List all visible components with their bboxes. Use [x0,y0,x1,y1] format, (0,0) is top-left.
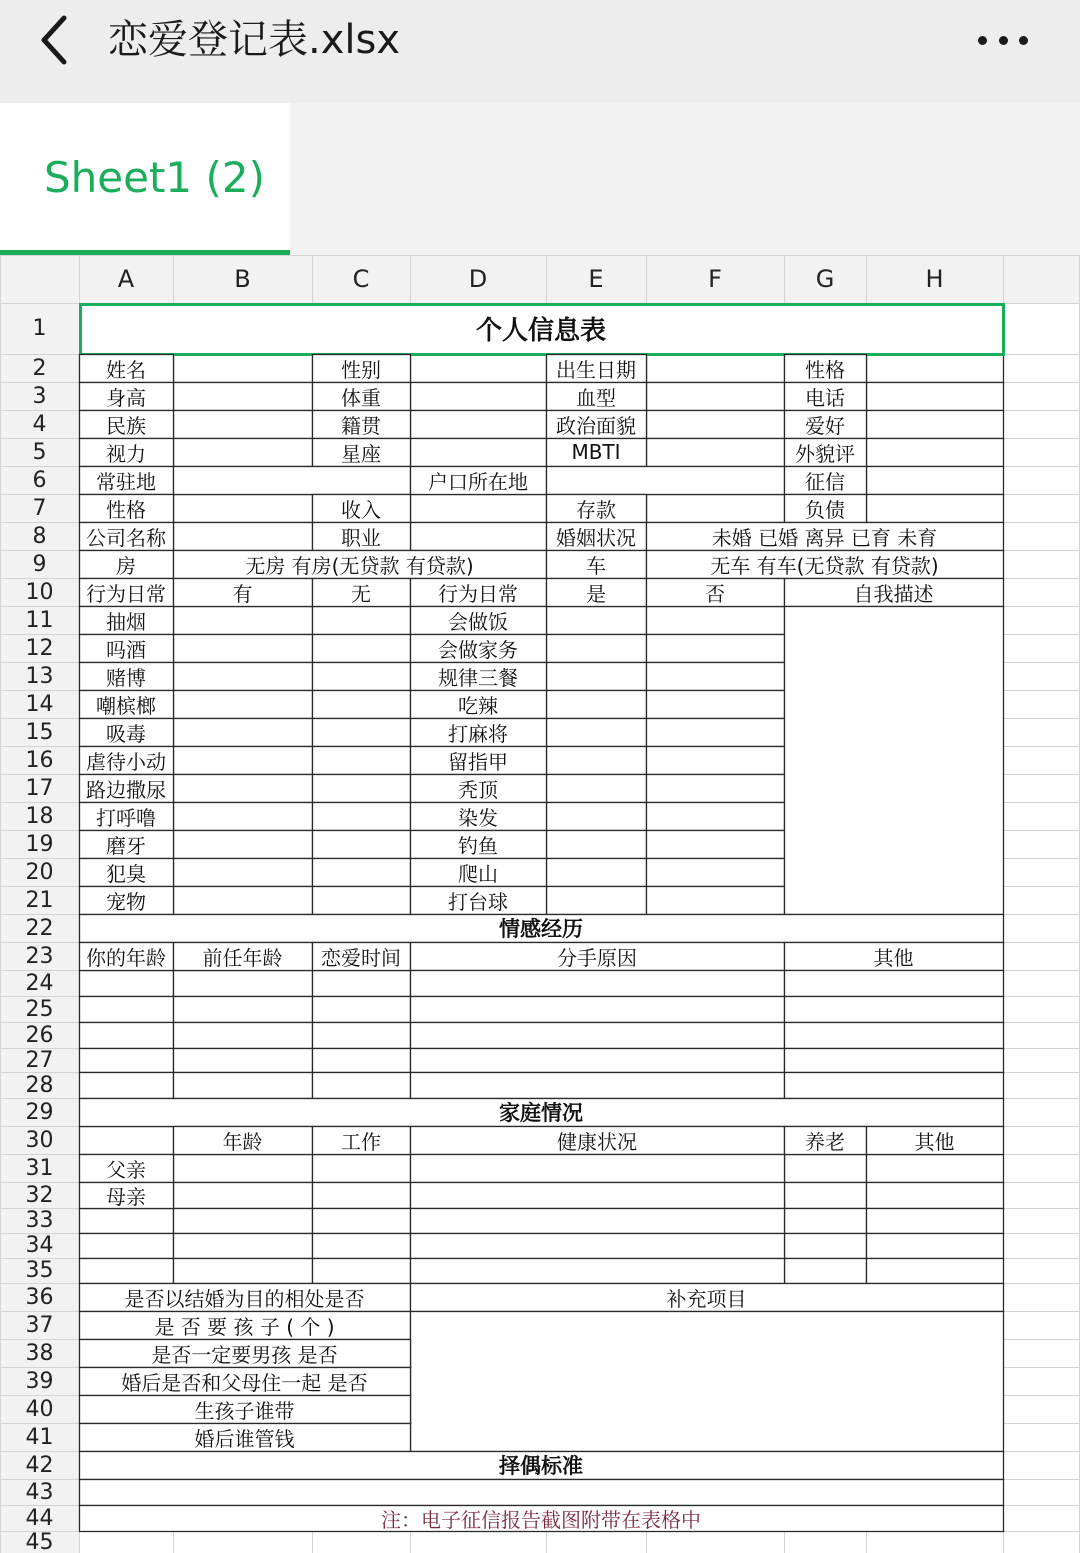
row-header[interactable]: 30 [25,1127,54,1153]
table-cell[interactable]: 常驻地 [96,469,156,494]
table-cell[interactable]: 打呼噜 [96,805,156,830]
table-cell[interactable]: 秃顶 [458,777,498,802]
row-header[interactable]: 2 [32,355,47,381]
row-header[interactable]: 36 [25,1284,54,1310]
row-header[interactable]: 13 [25,663,54,689]
table-cell[interactable]: 行为日常 [438,581,518,606]
row-header[interactable]: 35 [25,1258,54,1283]
table-cell[interactable]: 婚姻状况 [556,525,636,550]
column-header-f[interactable]: F [708,265,722,293]
app-header [0,0,1080,103]
row-header[interactable]: 5 [32,439,47,465]
table-cell[interactable]: 补充项目 [666,1286,747,1311]
table-cell[interactable]: 钓鱼 [458,833,498,858]
row-header[interactable]: 20 [25,859,54,885]
table-cell[interactable]: 婚后谁管钱 [194,1426,295,1451]
table-cell[interactable]: 吸毒 [106,721,146,746]
file-title: 恋爱登记表.xlsx [108,17,401,63]
row-header[interactable]: 3 [32,383,47,409]
row-header[interactable]: 14 [25,691,54,717]
column-header-e[interactable]: E [588,265,604,293]
row-header[interactable]: 43 [25,1479,54,1505]
table-cell[interactable]: 宠物 [106,889,146,914]
table-cell[interactable]: 其他 [873,945,914,970]
row-header[interactable]: 38 [25,1340,54,1366]
more-horizontal-icon [999,36,1008,45]
table-cell[interactable]: 工作 [341,1129,381,1154]
table-cell[interactable]: 留指甲 [448,749,508,774]
table-cell[interactable]: 存款 [576,497,616,522]
table-cell[interactable]: 性别 [341,357,381,382]
row-header[interactable]: 21 [25,887,54,913]
table-cell[interactable]: 民族 [106,413,146,438]
row-header[interactable]: 41 [25,1424,54,1450]
row-header[interactable]: 19 [25,831,54,857]
section-header-cell[interactable]: 情感经历 [499,917,583,941]
row-header[interactable]: 11 [25,607,54,633]
table-cell[interactable]: 染发 [458,805,498,830]
table-cell[interactable]: 无房 有房(无贷款 有贷款) [245,553,474,578]
row-header[interactable]: 42 [25,1452,54,1478]
table-cell[interactable]: 性格 [805,357,845,382]
back-button[interactable] [28,10,84,70]
row-header[interactable]: 26 [25,1022,54,1048]
table-cell[interactable]: 公司名称 [86,525,166,550]
row-header[interactable]: 45 [25,1531,54,1553]
row-header[interactable]: 40 [25,1396,54,1422]
table-cell[interactable]: 是否以结婚为目的相处是否 [124,1286,365,1311]
row-header[interactable]: 15 [25,719,54,745]
table-cell[interactable]: 你的年龄 [86,945,166,970]
table-cell[interactable]: MBTI [571,440,621,464]
table-cell[interactable]: 赌博 [106,665,146,690]
table-cell[interactable]: 会做家务 [438,637,518,662]
row-header[interactable]: 32 [25,1182,54,1208]
row-header[interactable]: 44 [25,1505,54,1531]
table-cell[interactable]: 籍贯 [341,413,381,438]
table-cell[interactable]: 外貌评 [795,441,855,466]
tab-sheet1-2[interactable] [0,103,290,255]
table-cell[interactable]: 无车 有车(无贷款 有贷款) [710,553,939,578]
table-cell[interactable]: 爬山 [458,861,498,886]
table-cell[interactable]: 体重 [341,385,381,410]
table-cell[interactable]: 抽烟 [106,609,146,634]
row-header[interactable]: 25 [25,996,54,1022]
more-horizontal-icon [978,36,987,45]
table-cell[interactable]: 吗酒 [106,637,146,662]
table-cell[interactable]: 分手原因 [557,945,637,970]
table-cell[interactable]: 父亲 [106,1157,146,1182]
row-header[interactable]: 31 [25,1155,54,1181]
table-cell[interactable]: 是 否 要 孩 子 ( 个 ) [154,1314,335,1339]
table-cell[interactable]: 自我描述 [853,581,934,606]
row-header[interactable]: 8 [32,523,47,549]
row-header[interactable]: 4 [32,411,47,437]
row-header[interactable]: 23 [25,943,54,969]
table-cell[interactable]: 星座 [341,441,381,466]
row-header[interactable]: 10 [25,579,54,605]
table-cell[interactable]: 虐待小动 [86,749,166,774]
more-horizontal-icon [1019,36,1028,45]
section-header-cell[interactable]: 择偶标准 [499,1454,583,1478]
table-cell[interactable]: 未婚 已婚 离异 已育 未育 [711,525,938,550]
table-cell[interactable]: 身高 [106,385,146,410]
row-header[interactable]: 22 [25,915,54,941]
table-cell[interactable]: 磨牙 [106,833,146,858]
row-header[interactable]: 39 [25,1368,54,1394]
table-cell[interactable]: 出生日期 [556,357,636,382]
row-header[interactable]: 27 [25,1048,54,1072]
column-header-a[interactable]: A [117,265,135,293]
table-cell[interactable]: 婚后是否和父母住一起 是否 [121,1370,368,1395]
table-cell[interactable]: 爱好 [805,413,845,438]
table-cell[interactable]: 打麻将 [448,721,508,746]
table-cell[interactable]: 血型 [576,385,616,410]
table-cell[interactable]: 视力 [106,441,146,466]
row-header[interactable]: 24 [25,970,54,996]
table-cell[interactable]: 会做饭 [448,609,508,634]
row-header[interactable]: 1 [32,316,47,341]
table-cell[interactable]: 否 [705,581,725,606]
table-cell[interactable]: 前任年龄 [202,945,283,970]
table-cell[interactable]: 收入 [341,497,381,522]
section-header-cell[interactable]: 家庭情况 [499,1101,583,1125]
table-cell[interactable]: 车 [586,553,606,578]
table-cell[interactable]: 健康状况 [557,1129,637,1154]
column-header-b[interactable]: B [234,265,251,293]
sheet-tab-strip [0,103,1080,255]
table-cell[interactable]: 嘲槟榔 [96,693,156,718]
table-cell[interactable]: 犯臭 [106,861,146,886]
table-cell[interactable]: 性格 [106,497,146,522]
table-cell[interactable]: 规律三餐 [438,665,518,690]
table-cell[interactable]: 是否一定要男孩 是否 [151,1342,338,1367]
row-header[interactable]: 18 [25,803,54,829]
tab-label: Sheet1 (2) [44,153,265,202]
sheet-title-cell[interactable]: 个人信息表 [475,316,606,346]
table-cell[interactable]: 母亲 [106,1184,146,1208]
more-button[interactable] [968,20,1038,60]
column-header-d[interactable]: D [468,265,488,293]
table-cell[interactable]: 有 [232,581,253,606]
table-cell[interactable]: 其他 [914,1129,955,1154]
table-cell[interactable]: 负债 [805,497,845,522]
column-header-c[interactable]: C [352,265,370,293]
note-cell[interactable]: 注：电子征信报告截图附带在表格中 [381,1507,701,1531]
table-cell[interactable]: 恋爱时间 [321,945,401,970]
row-header[interactable]: 16 [25,747,54,773]
table-cell[interactable]: 养老 [805,1129,845,1154]
row-header[interactable]: 34 [25,1233,54,1258]
row-header[interactable]: 6 [32,467,47,493]
table-cell[interactable]: 电话 [805,385,845,410]
table-cell[interactable]: 房 [116,553,136,578]
table-cell[interactable]: 户口所在地 [428,469,528,494]
row-header[interactable]: 12 [25,635,54,661]
table-cell[interactable]: 行为日常 [86,581,166,606]
column-header-h[interactable]: H [925,265,944,293]
table-cell[interactable]: 征信 [805,469,845,494]
table-cell[interactable]: 是 [586,581,606,606]
column-header-g[interactable]: G [815,265,835,293]
table-cell[interactable]: 职业 [341,525,381,550]
table-cell[interactable]: 路边撒尿 [86,777,166,802]
table-cell[interactable]: 打台球 [448,889,508,914]
row-header[interactable]: 29 [25,1099,54,1125]
table-cell[interactable]: 年龄 [222,1129,263,1154]
table-cell[interactable]: 政治面貌 [556,413,636,438]
spreadsheet-grid[interactable] [0,255,1080,1553]
row-header[interactable]: 28 [25,1072,54,1098]
table-cell[interactable]: 生孩子谁带 [194,1398,295,1423]
row-header[interactable]: 17 [25,775,54,801]
chevron-left-icon [28,10,84,70]
row-header[interactable]: 37 [25,1312,54,1338]
table-cell[interactable]: 无 [351,581,371,606]
row-header[interactable]: 9 [32,551,47,577]
table-cell[interactable]: 姓名 [106,357,146,382]
table-cell[interactable]: 吃辣 [458,693,498,718]
row-header[interactable]: 7 [32,495,47,521]
row-header[interactable]: 33 [25,1208,54,1233]
